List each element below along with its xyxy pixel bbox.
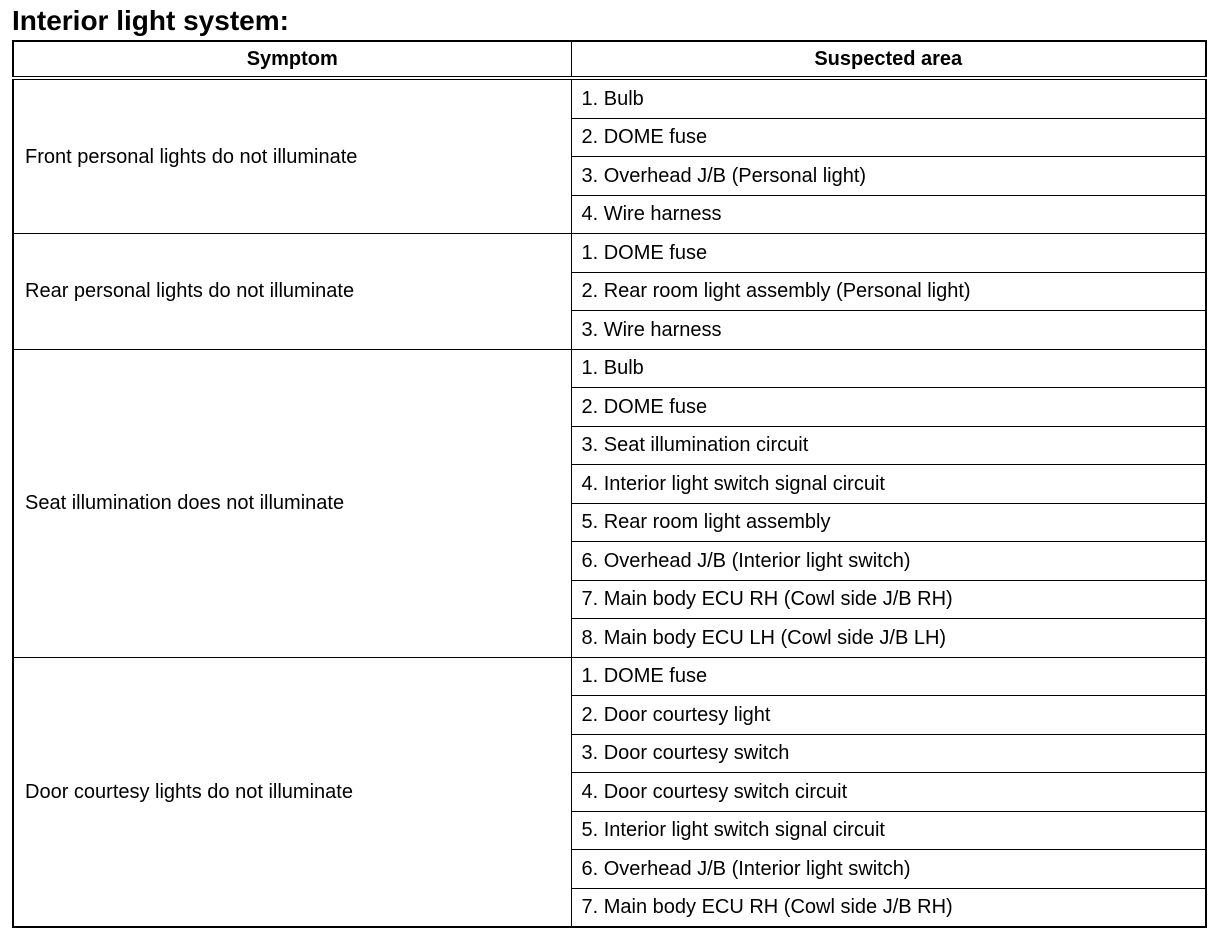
suspected-area-cell: 2. Rear room light assembly (Personal light) <box>571 272 1206 311</box>
suspected-area-cell: 7. Main body ECU RH (Cowl side J/B RH) <box>571 888 1206 927</box>
table-row <box>13 657 1206 696</box>
suspected-area-cell: 3. Overhead J/B (Personal light) <box>571 157 1206 196</box>
symptom-cell: Seat illumination does not illuminate <box>13 349 571 657</box>
suspected-area-cell: 1. DOME fuse <box>571 234 1206 273</box>
suspected-area-cell: 5. Interior light switch signal circuit <box>571 811 1206 850</box>
symptom-cell: Front personal lights do not illuminate <box>13 78 571 234</box>
page-title: Interior light system: <box>12 5 289 36</box>
table-row <box>13 234 1206 273</box>
suspected-area-cell: 1. DOME fuse <box>571 657 1206 696</box>
suspected-area-cell: 6. Overhead J/B (Interior light switch) <box>571 542 1206 581</box>
suspected-area-cell: 1. Bulb <box>571 349 1206 388</box>
table-header <box>13 41 1206 78</box>
suspected-area-cell: 4. Wire harness <box>571 195 1206 234</box>
suspected-area-cell: 8. Main body ECU LH (Cowl side J/B LH) <box>571 619 1206 658</box>
suspected-area-cell: 3. Seat illumination circuit <box>571 426 1206 465</box>
suspected-area-cell: 7. Main body ECU RH (Cowl side J/B RH) <box>571 580 1206 619</box>
header-suspected-area: Suspected area <box>571 41 1206 78</box>
table-body <box>13 78 1206 927</box>
symptom-table <box>12 40 1207 928</box>
suspected-area-cell: 3. Door courtesy switch <box>571 734 1206 773</box>
suspected-area-cell: 4. Interior light switch signal circuit <box>571 465 1206 504</box>
suspected-area-cell: 1. Bulb <box>571 78 1206 118</box>
suspected-area-cell: 5. Rear room light assembly <box>571 503 1206 542</box>
suspected-area-cell: 2. DOME fuse <box>571 118 1206 157</box>
table-row <box>13 349 1206 388</box>
table-row <box>13 78 1206 118</box>
suspected-area-cell: 6. Overhead J/B (Interior light switch) <box>571 850 1206 889</box>
symptom-cell: Door courtesy lights do not illuminate <box>13 657 571 927</box>
header-row <box>13 41 1206 78</box>
suspected-area-cell: 4. Door courtesy switch circuit <box>571 773 1206 812</box>
header-symptom: Symptom <box>13 41 571 78</box>
suspected-area-cell: 3. Wire harness <box>571 311 1206 350</box>
suspected-area-cell: 2. DOME fuse <box>571 388 1206 427</box>
suspected-area-cell: 2. Door courtesy light <box>571 696 1206 735</box>
symptom-cell: Rear personal lights do not illuminate <box>13 234 571 350</box>
